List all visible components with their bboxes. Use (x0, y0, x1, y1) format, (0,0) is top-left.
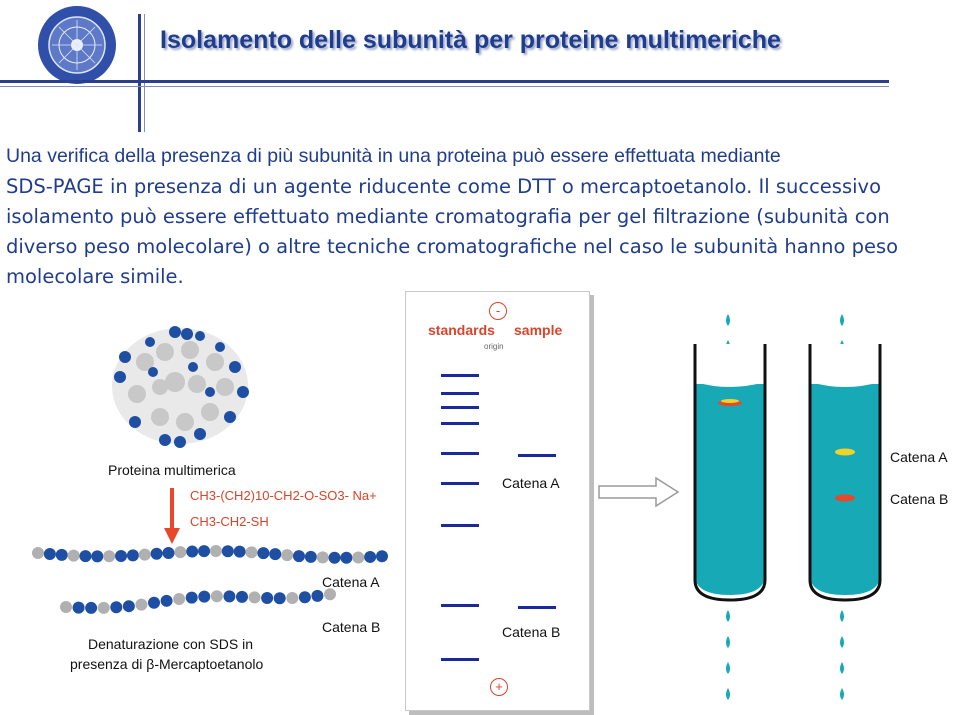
chain-bead (329, 552, 341, 564)
body-text-line-3: isolamento può essere effettuato mediante cromatografia per gel filtrazione (subunità con (6, 205, 890, 228)
header-horizontal-rule-thin (0, 86, 889, 87)
chain-bead (340, 552, 352, 564)
chain-bead (286, 592, 298, 604)
chain-bead (257, 547, 269, 559)
chain-bead (98, 602, 110, 614)
body-text-line-4: diverso peso molecolare) o altre tecniche cromatografiche nel caso le subunità hanno peso (6, 235, 899, 258)
chain-bead (60, 601, 72, 613)
header-vertical-rule-thin (144, 14, 145, 132)
chromatography-columns-image (690, 310, 950, 710)
denaturation-arrow-icon (164, 488, 180, 544)
chain-bead (364, 551, 376, 563)
chain-bead (305, 551, 317, 563)
protein-multimeric-label: Proteina multimerica (108, 462, 236, 478)
chain-bead (103, 550, 115, 562)
chain-bead (293, 550, 305, 562)
body-text-line-1: Una verifica della presenza di più subunità in una proteina può essere effettuata mediante (6, 145, 781, 167)
header-vertical-rule (138, 14, 141, 132)
body-text-line-5: molecolare simile. (6, 265, 184, 288)
chain-bead (281, 549, 293, 561)
chain-bead (68, 550, 80, 562)
standard-band (441, 406, 479, 409)
standard-band (441, 392, 479, 395)
chain-bead (161, 595, 173, 607)
chain-bead (198, 545, 210, 557)
gel-plus-electrode: + (490, 678, 508, 696)
chain-bead (222, 545, 234, 557)
chain-bead (299, 591, 311, 603)
chain-bead (352, 551, 364, 563)
sds-page-gel (405, 291, 590, 711)
chain-bead (56, 549, 68, 561)
standard-band (441, 658, 479, 661)
column-chain-a-label: Catena A (890, 449, 948, 465)
chain-bead (311, 590, 323, 602)
sds-formula: CH3-(CH2)10-CH2-O-SO3- Na+ (190, 488, 377, 503)
chain-bead (246, 546, 258, 558)
gel-minus-electrode: - (489, 302, 507, 320)
chain-bead (91, 550, 103, 562)
gel-chain-a-label: Catena A (502, 475, 560, 491)
standard-band (441, 374, 479, 377)
chain-bead (249, 591, 261, 603)
body-text-line-2: SDS-PAGE in presenza di un agente riducente come DTT o mercaptoetanolo. Il successivo (6, 175, 881, 198)
standard-band (441, 482, 479, 485)
header-horizontal-rule (0, 80, 889, 83)
gel-sample-header: sample (514, 322, 563, 338)
chain-bead (211, 590, 223, 602)
chain-bead (198, 591, 210, 603)
gel-origin-label: origin (484, 342, 504, 351)
chain-bead (110, 601, 122, 613)
sample-band-a (518, 454, 556, 457)
chain-bead (186, 546, 198, 558)
chain-bead (186, 592, 198, 604)
chain-bead (151, 548, 163, 560)
chain-bead (223, 590, 235, 602)
mercaptoethanol-formula: CH3-CH2-SH (190, 514, 269, 529)
process-arrow-icon (598, 477, 680, 507)
chain-a-label: Catena A (322, 574, 380, 590)
protein-model-image (105, 322, 255, 450)
chain-bead (173, 593, 185, 605)
chain-bead (317, 551, 329, 563)
chain-bead (148, 597, 160, 609)
chain-bead (32, 547, 44, 559)
chain-bead (44, 548, 56, 560)
chain-bead (85, 602, 97, 614)
chain-bead (269, 548, 281, 560)
chain-bead (162, 547, 174, 559)
chain-bead (123, 600, 135, 612)
denaturation-label-line-1: Denaturazione con SDS in (88, 636, 253, 652)
chain-bead (174, 546, 186, 558)
university-logo (36, 4, 118, 86)
chain-bead (127, 549, 139, 561)
chain-bead (79, 550, 91, 562)
standard-band (441, 604, 479, 607)
chain-bead (115, 550, 127, 562)
chain-bead (236, 591, 248, 603)
chain-bead (73, 602, 85, 614)
sample-band-b (518, 606, 556, 609)
chain-bead (261, 592, 273, 604)
chain-bead (234, 546, 246, 558)
denaturation-label-line-2: presenza di β-Mercaptoetanolo (70, 656, 264, 672)
chain-bead (324, 588, 336, 600)
chain-b-label: Catena B (322, 619, 381, 635)
chain-bead (135, 599, 147, 611)
chain-bead (139, 549, 151, 561)
standard-band (441, 452, 479, 455)
chain-bead (376, 550, 388, 562)
gel-standards-header: standards (428, 322, 495, 338)
gel-chain-b-label: Catena B (502, 624, 561, 640)
chain-bead (274, 592, 286, 604)
column-chain-b-label: Catena B (890, 491, 949, 507)
standard-band (441, 422, 479, 425)
chain-bead (210, 545, 222, 557)
page-title: Isolamento delle subunità per proteine multimeriche (160, 26, 781, 54)
standard-band (441, 524, 479, 527)
